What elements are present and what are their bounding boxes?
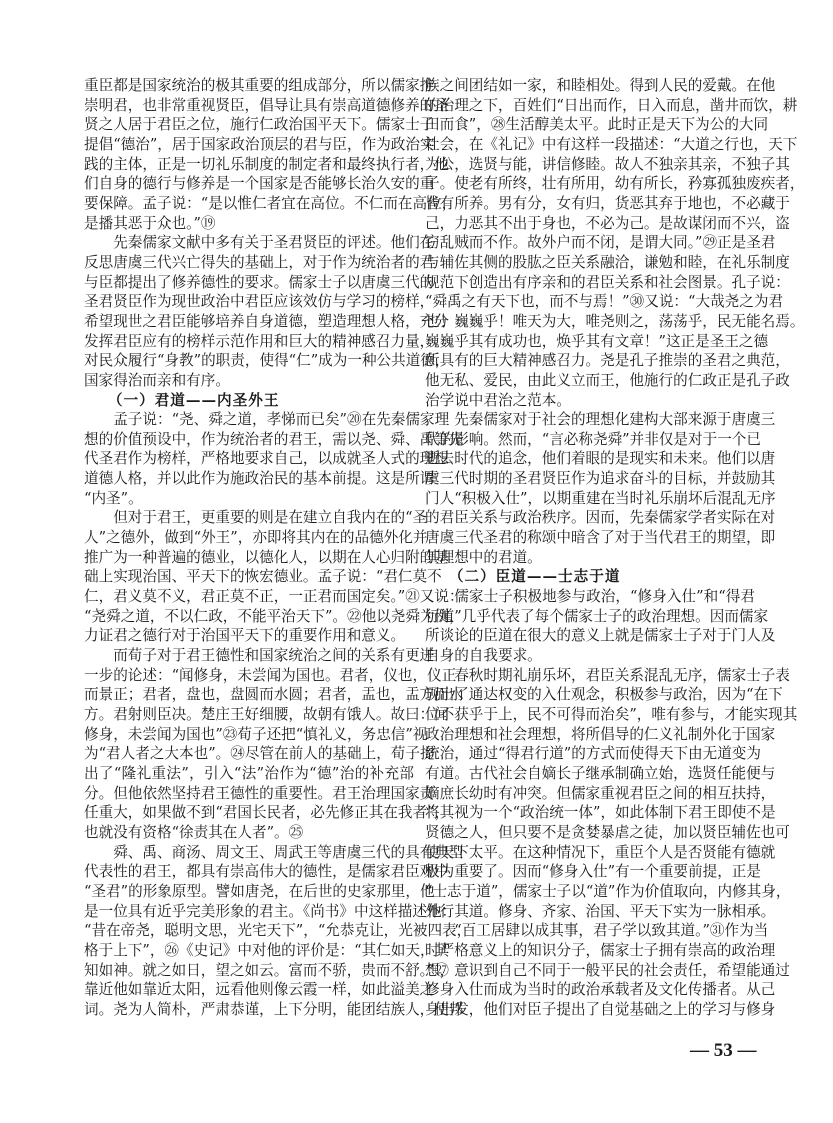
text-line: 子。使老有所终，壮有所用，幼有所长，矜寡孤独废疾者， [425, 175, 805, 193]
text-line: 唐虞三代圣君的称颂中暗含了对于当代君王的期望，即 [425, 529, 776, 547]
text-line: 但对于君王，更重要的则是在建立自我内在的“圣 [84, 509, 428, 527]
text-line: 崇明君，也非常重视贤臣，倡导让具有崇高道德修养的圣 [84, 96, 449, 114]
text-line: 己，力恶其不出于身也，不必为己。是故谋闭而不兴，盗 [425, 214, 790, 232]
text-line: 人”之德外，做到“外王”，亦即将其内在的品德外化并 [84, 529, 428, 547]
text-line: 代的影响。然而，“言必称尧舜”并非仅是对于一个已 [425, 430, 761, 448]
text-line: 道德人格，并以此作为施政治民的基本前提。这是所谓 [84, 470, 435, 488]
text-line: 提倡“德治”，居于国家政治顶层的君与臣，作为政治实 [84, 135, 435, 153]
text-line: “百工居肆以成其事，君子学以致其道。”㉛作为当 [425, 922, 769, 940]
text-line: 对民众履行“身教”的职责，使得“仁”成为一种公共道德， [84, 352, 450, 370]
text-line: 靠近他如靠近太阳，远看他则像云霞一样，如此溢美之 [84, 981, 435, 999]
text-line: “内圣”。 [84, 489, 143, 507]
text-line: 分。但他依然坚持君王德性的重要性。君王治理国家责 [84, 784, 435, 802]
text-line: “昔在帝尧，聪明文思，光宅天下”，“允恭克让，光被四表， [84, 922, 472, 940]
text-line: 础上实现治国、平天下的恢宏德业。孟子说：“君仁莫不 [84, 568, 442, 586]
text-line: 将其视为一个“政治统一体”，如此体制下君王即使不是 [425, 804, 776, 822]
text-line: 自身的自我要求。 [425, 647, 542, 665]
text-line: 逝去时代的追念，他们着眼的是现实和未来。他们以唐 [425, 450, 776, 468]
text-line: 时严格意义上的知识分子，儒家士子拥有崇高的政治理 [425, 941, 776, 959]
text-line: 词。尧为人简朴，严肃恭谨，上下分明，能团结族人，使邦 [84, 1000, 464, 1018]
text-line: 也！巍巍乎！唯天为大，唯尧则之，荡荡乎，民无能名焉。 [425, 312, 805, 330]
text-line: 是播其恶于众也。”⑲ [84, 214, 216, 232]
text-line: 嫡庶长幼时有冲突。但儒家重视君臣之间的相互扶持， [425, 784, 776, 802]
text-line: 代圣君作为榜样，严格地要求自己，以成就圣人式的理想 [84, 450, 449, 468]
text-line: 为公，选贤与能，讲信修睦。故人不独亲其亲，不独子其 [425, 155, 790, 173]
text-line: 外行其道。修身、齐家、治国、平天下实为一脉相承。 [425, 902, 776, 920]
text-line: 先秦儒家对于社会的理想化建构大部来源于唐虞三 [425, 411, 776, 429]
text-line: 反思唐虞三代兴亡得失的基础上，对于作为统治者的君 [84, 253, 435, 271]
text-line: 有道。古代社会自嫡长子继承制确立始，选贤任能便与 [425, 764, 776, 782]
text-line: 力证君之德行对于治国平天下的重要作用和意义。 [84, 627, 406, 645]
text-line: 任重大，如果做不到“君国长民者，必先修正其在我者”， [84, 804, 450, 822]
text-line: 门人“积极入仕”，以期重建在当时礼乐崩坏后混乱无序 [425, 489, 776, 507]
text-line: 方。君射则臣决。楚庄王好细腰，故朝有饿人。故曰：闻 [84, 706, 449, 723]
section-heading: （一）君道——内圣外王 [84, 391, 280, 409]
text-line: 孟子说：“尧、舜之道，孝悌而已矣”⑳在先秦儒家理 [84, 411, 450, 429]
text-line: 儒家士子积极地参与政治，“修身入仕”和“得君 [425, 588, 755, 606]
text-line: 的君臣关系与政治秩序。因而，先秦儒家学者实际在对 [425, 509, 776, 527]
text-line: 一步的论述：“闻修身，未尝闻为国也。君者，仪也，仪正 [84, 666, 457, 684]
text-line: 践的主体，正是一切礼乐制度的制定者和最终执行者，他 [84, 155, 449, 173]
text-line: 位不获乎于上，民不可得而治矣”，唯有参与，才能实现其 [425, 706, 798, 723]
text-line: “尧舜之道，不以仁政，不能平治天下”。㉒他以尧舜为例， [84, 607, 464, 625]
text-line: 皆有所养。男有分，女有归，货恶其弃于地也，不必藏于 [425, 194, 790, 212]
text-line: 要保障。孟子说：“是以惟仁者宜在高位。不仁而在高位， [84, 194, 457, 212]
text-line: 田而食”，㉘生活醇美太平。此时正是天下为公的大同 [425, 116, 769, 134]
text-line: 统治，通过“得君行道”的方式而使得天下由无道变为 [425, 745, 761, 763]
text-line: 所谈论的臣道在很大的意义上就是儒家士子对于门人及 [425, 627, 776, 645]
text-line: 的治理之下，百姓们“日出而作，日入而息，凿井而饮，耕 [425, 96, 798, 114]
text-line: 是一位具有近乎完美形象的君主。《尚书》中这样描述他： [84, 902, 457, 920]
text-line: 修身入仕而成为当时的政治承载者及文化传播者。从己 [425, 981, 776, 999]
text-line: 也就没有资格“徐责其在人者”。㉕ [84, 823, 304, 841]
text-line: 仁，君义莫不义，君正莫不正，一正君而国定矣。”㉑又说： [84, 588, 464, 606]
text-line: 虞三代时期的圣君贤臣作为追求奋斗的目标，并鼓励其 [425, 470, 776, 488]
text-line: 巍巍乎其有成功也，焕乎其有文章！”这正是圣王之德 [425, 332, 769, 350]
text-line: 希望现世之君臣能够培养自身道德，塑造理想人格，充分 [84, 312, 449, 330]
text-line: 想的价值预设中，作为统治者的君王，需以尧、舜、禹等先 [84, 430, 464, 448]
text-line: 圣君贤臣作为现世政治中君臣应该效仿与学习的榜样， [84, 293, 435, 311]
text-line: 发挥君臣应有的榜样示范作用和巨大的精神感召力量， [84, 332, 435, 350]
text-line: 与臣都提出了修养德性的要求。儒家士子以唐虞三代的 [84, 273, 435, 291]
text-line: “士志于道”，儒家士子以“道”作为价值取向，内修其身， [425, 882, 791, 900]
text-line: 与辅佐其侧的股肱之臣关系融洽，谦勉和睦，在礼乐制度 [425, 253, 790, 271]
text-line: 行道”几乎代表了每个儒家士子的政治理想。因而儒家 [425, 607, 769, 625]
text-line: 推广为一种普遍的德业，以德化人，以期在人心归附的基 [84, 548, 449, 566]
text-line: 代表性的君王，都具有崇高伟大的德性，是儒家君臣观中 [84, 863, 449, 881]
text-line: 而荀子对于君王德性和国家统治之间的关系有更进 [84, 647, 435, 665]
text-line: 极为重要了。因而“修身入仕”有一个重要前提，正是 [425, 863, 761, 881]
text-line: “舜禹之有天下也，而不与焉！”㉚又说：“大哉尧之为君 [425, 293, 784, 311]
text-line: 们自身的德行与修养是一个国家是否能够长治久安的重 [84, 175, 435, 193]
text-line: 先秦儒家文献中多有关于圣君贤臣的评述。他们在 [84, 234, 435, 252]
text-line: 出了“隆礼重法”，引入“法”治作为“德”治的补充部 [84, 764, 414, 782]
text-column-left [84, 76, 472, 1020]
section-heading: （二）臣道——士志于道 [425, 568, 621, 586]
text-line: 舜、禹、商汤、周文王、周武王等唐虞三代的具有典型 [84, 843, 464, 861]
text-line: 知如神。就之如日，望之如云。富而不骄，贵而不舒。”㉗ [84, 961, 450, 979]
text-line: 他无私、爱民，由此义立而王，他施行的仁政正是孔子政 [425, 371, 790, 389]
text-line: 其理想中的君道。 [425, 548, 542, 566]
text-line: 社会，在《礼记》中有这样一段描述：“大道之行也，天下 [425, 135, 798, 153]
text-line: 所具有的巨大精神感召力。尧是孔子推崇的圣君之典范， [425, 352, 790, 370]
text-line: 身出发，他们对臣子提出了自觉基础之上的学习与修身 [425, 1000, 776, 1018]
text-line: 政治理想和社会理想，将所倡导的仁义礼制外化于国家 [425, 725, 776, 743]
text-line: 为“君人者之大本也”。㉔尽管在前人的基础上，荀子提 [84, 745, 435, 763]
text-line: 窃乱贼而不作。故外户而不闭，是谓大同。”㉙正是圣君 [425, 234, 776, 252]
page-number: — 53 — [690, 1040, 757, 1061]
text-line: 贤之人居于君臣之位，施行仁政治国平天下。儒家士子 [84, 116, 435, 134]
text-line: 想，意识到自己不同于一般平民的社会责任，希望能通过 [425, 961, 790, 979]
text-column-right [425, 76, 805, 1020]
text-line: 现出了通达权变的入仕观念，积极参与政治，因为“在下 [425, 686, 783, 704]
text-line: 族之间团结如一家，和睦相处。得到人民的爱戴。在他 [425, 77, 776, 94]
text-line: “圣君”的形象原型。譬如唐尧，在后世的史家那里，他 [84, 882, 435, 900]
text-line: 格于上下”，㉖《史记》中对他的评价是：“其仁如天，其 [84, 941, 450, 959]
text-line: 规范下创造出有序亲和的君臣关系和社会图景。孔子说： [425, 273, 790, 291]
text-line: 使天下太平。在这种情况下，重臣个人是否贤能有德就 [425, 843, 776, 861]
text-line: 国家得治而亲和有序。 [84, 371, 230, 389]
text-line: 重臣都是国家统治的极其重要的组成部分，所以儒家推 [84, 77, 435, 94]
text-line: 春秋时期礼崩乐坏，君臣关系混乱无序，儒家士子表 [425, 666, 790, 684]
text-line: 而景正；君者，盘也，盘圆而水圆；君者，盂也，盂方而水 [84, 686, 464, 704]
text-line: 治学说中君治之范本。 [425, 391, 571, 409]
text-line: 修身，未尝闻为国也”㉓荀子还把“慎礼义，务忠信”视 [84, 725, 428, 743]
text-line: 贤德之人，但只要不是贪婪暴虐之徒，加以贤臣辅佐也可 [425, 823, 790, 841]
